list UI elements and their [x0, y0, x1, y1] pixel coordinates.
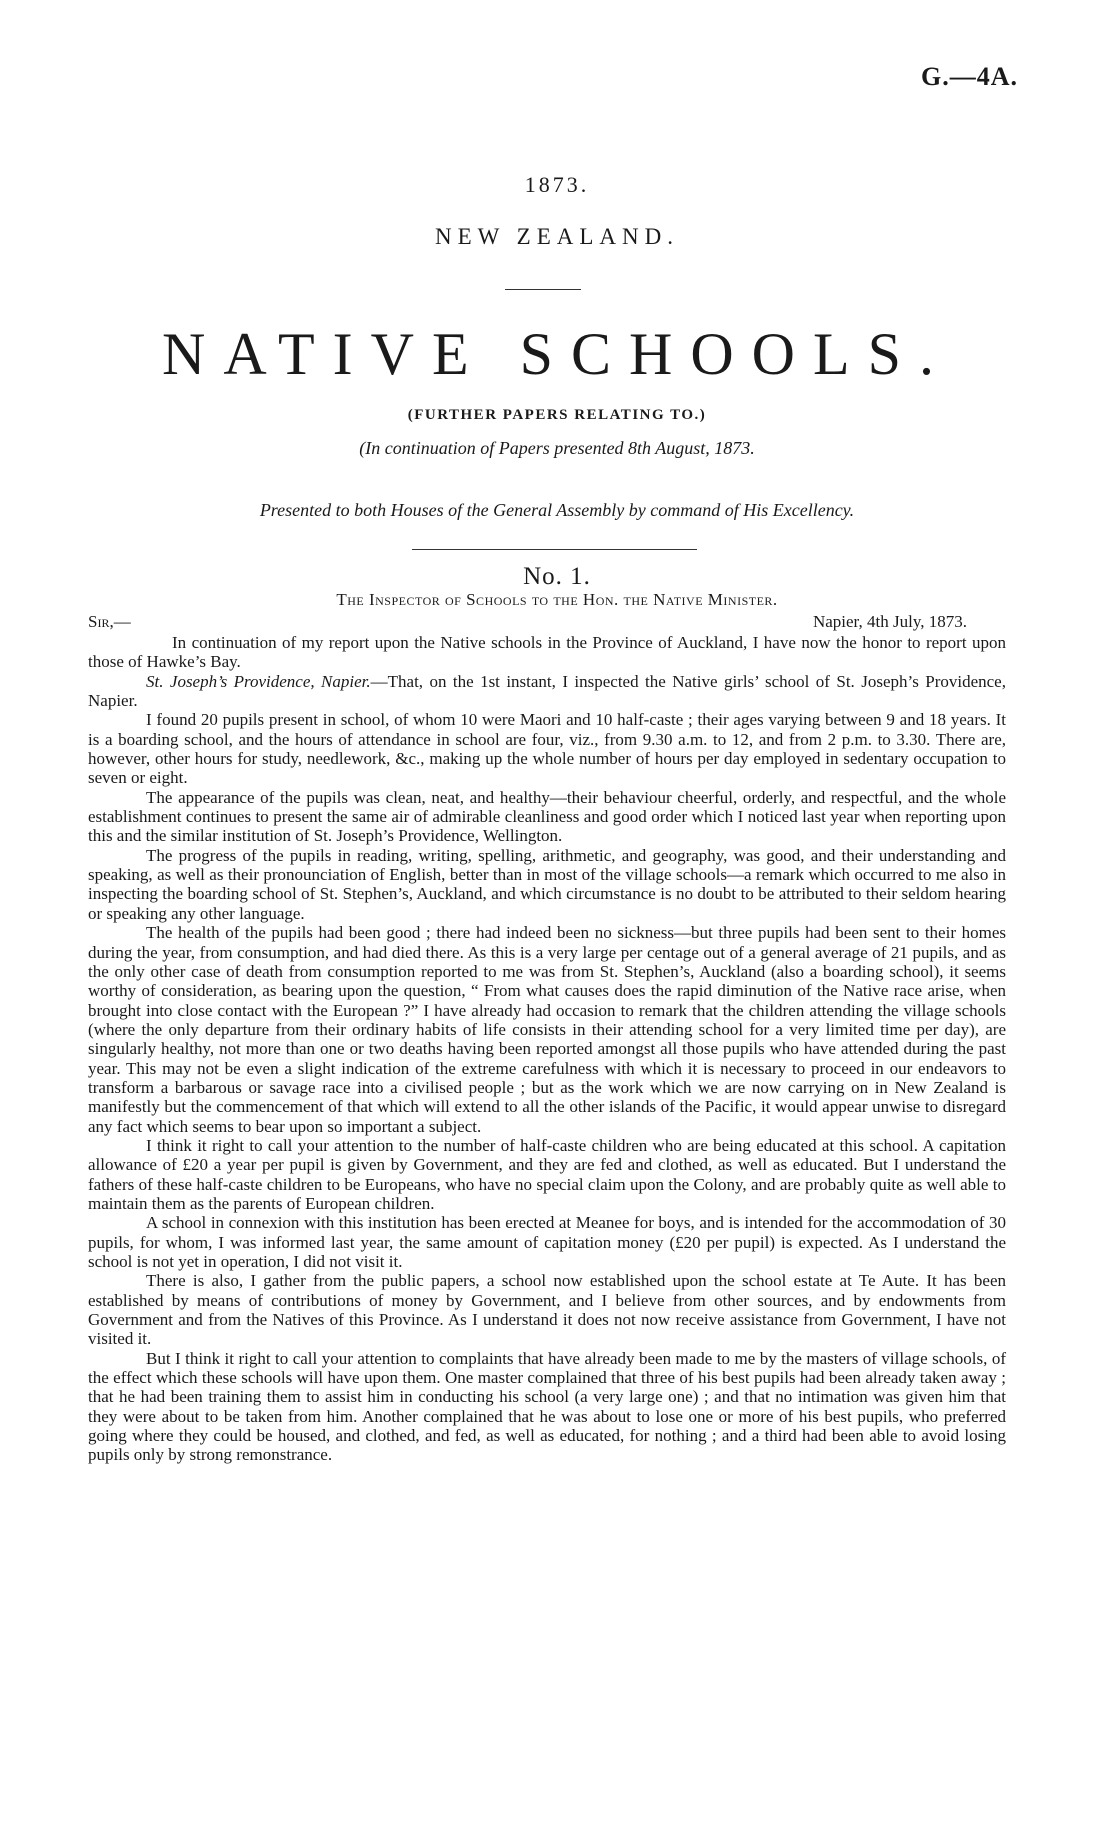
document-number: No. 1.: [523, 563, 591, 590]
divider-rule: [505, 289, 581, 290]
page-subtitle: (FURTHER PAPERS RELATING TO.): [407, 407, 707, 423]
salutation: Sir,—: [88, 612, 131, 631]
page-title: NATIVE SCHOOLS.: [161, 321, 953, 387]
presented-note: Presented to both Houses of the General Assembly by command of His Excellency.: [259, 500, 855, 520]
paragraph: I found 20 pupils present in school, of whom 10 were Maori and 10 half-caste ; their ages varying between 9 and 18 years. It is a boarding school, and the hours of attendance in school are four, viz., from 9.30 a.m. to 12, and from 2 p.m. to 3.30. There are, however, other hours for study, needlework, &c., making up the whole number of hours per day employed in sedentary occupation to seven or eight.: [88, 710, 1006, 788]
paragraph-lead: St. Joseph’s Providence, Napier.: [146, 671, 371, 691]
letter-body: [88, 633, 1006, 1465]
paragraph: But I think it right to call your attention to complaints that have already been made to me by the masters of village schools, of the effect which these schools will have upon them. One master complained that three of his best pupils had been already taken away ; that he had been training them to assist him in conducting his school (a very large one) ; and that no intimation was given him that they were about to be taken from him. Another complained that he was about to lose one or more of his best pupils, who preferred going where they could be housed, and clothed, and fed, as well as educated, for nothing ; and a third had been able to avoid losing pupils only by strong remonstrance.: [88, 1348, 1006, 1465]
paragraph: St. Joseph’s Providence, Napier.—That, on the 1st instant, I inspected the Native girls’ school of St. Joseph’s Providence, Napier.: [88, 671, 1006, 711]
document-reference: G.—4A.: [921, 62, 1018, 91]
country-heading: NEW ZEALAND.: [434, 224, 680, 249]
paragraph: The appearance of the pupils was clean, neat, and healthy—their behaviour cheerful, orderly, and respectful, and the whole establishment continues to present the same air of admirable cleanliness and good order which I noticed last year when reporting upon this and the similar institution of St. Joseph’s Providence, Wellington.: [88, 787, 1006, 846]
paragraph: A school in connexion with this institution has been erected at Meanee for boys, and is intended for the accommodation of 30 pupils, for whom, I was informed last year, the same amount of capitation money (£20 per pupil) is expected. As I understand the school is not yet in operation, I did not visit it.: [88, 1213, 1006, 1271]
continuation-note: (In continuation of Papers presented 8th August, 1873.: [359, 438, 755, 458]
divider-rule: [412, 549, 697, 550]
paragraph: The health of the pupils had been good ; there had indeed been no sickness—but three pupils had been sent to their homes during the year, from consumption, and had died there. As this is a very large per centage out of a general average of 21 pupils, and as the only other case of death from consumption reported to me was from St. Stephen’s, Auckland (also a boarding school), it seems worthy of consideration, as bearing upon the question, “ From what causes does the rapid diminution of the Native race arise, when brought into close contact with the European ?” I have already had occasion to remark that the children attending the village schools (where the only departure from their ordinary habits of life consists in their attending school for a very limited time per day), are singularly healthy, not more than one or two deaths having been reported amongst all those pupils who have attended during the past year. This may not be even a slight indication of the extreme carefulness with which it is necessary to proceed in our endeavors to transform a barbarous or savage race into a civilised people ; but as the work which we are now carrying on in New Zealand is manifestly but the commencement of that which will extend to all the other islands of the Pacific, it would appear unwise to disregard any fact which seems to bear upon so important a subject.: [88, 923, 1006, 1136]
paragraph: In continuation of my report upon the Native schools in the Province of Auckland, I have now the honor to report upon those of Hawke’s Bay.: [88, 633, 1006, 672]
paragraph: There is also, I gather from the public papers, a school now established upon the school estate at Te Aute. It has been established by means of contributions of money by Government, and I believe from other sources, and by endowments from Government and from the Natives of this Province. As I understand it does not now receive assistance from Government, I have not visited it.: [88, 1271, 1006, 1349]
letter-dateline: Napier, 4th July, 1873.: [812, 612, 967, 631]
paragraph: I think it right to call your attention to the number of half-caste children who are being educated at this school. A capitation allowance of £20 a year per pupil is given by Government, and they are fed and clothed, as well as educated. But I understand the fathers of these half-caste children to be Europeans, who have no special claim upon the Colony, and are probably quite as well able to maintain them as the parents of European children.: [88, 1135, 1006, 1213]
paragraph: The progress of the pupils in reading, writing, spelling, arithmetic, and geography, was good, and their understanding and speaking, as well as their pronounciation of English, better than in most of the village schools—a remark which occurred to me also in inspecting the boarding school of St. Stephen’s, Auckland, and which circumstance is no doubt to be attributed to their seldom hearing or speaking any other language.: [88, 845, 1006, 923]
document-year: 1873.: [524, 172, 590, 197]
letter-from-line: The Inspector of Schools to the Hon. the Native Minister.: [336, 590, 778, 609]
